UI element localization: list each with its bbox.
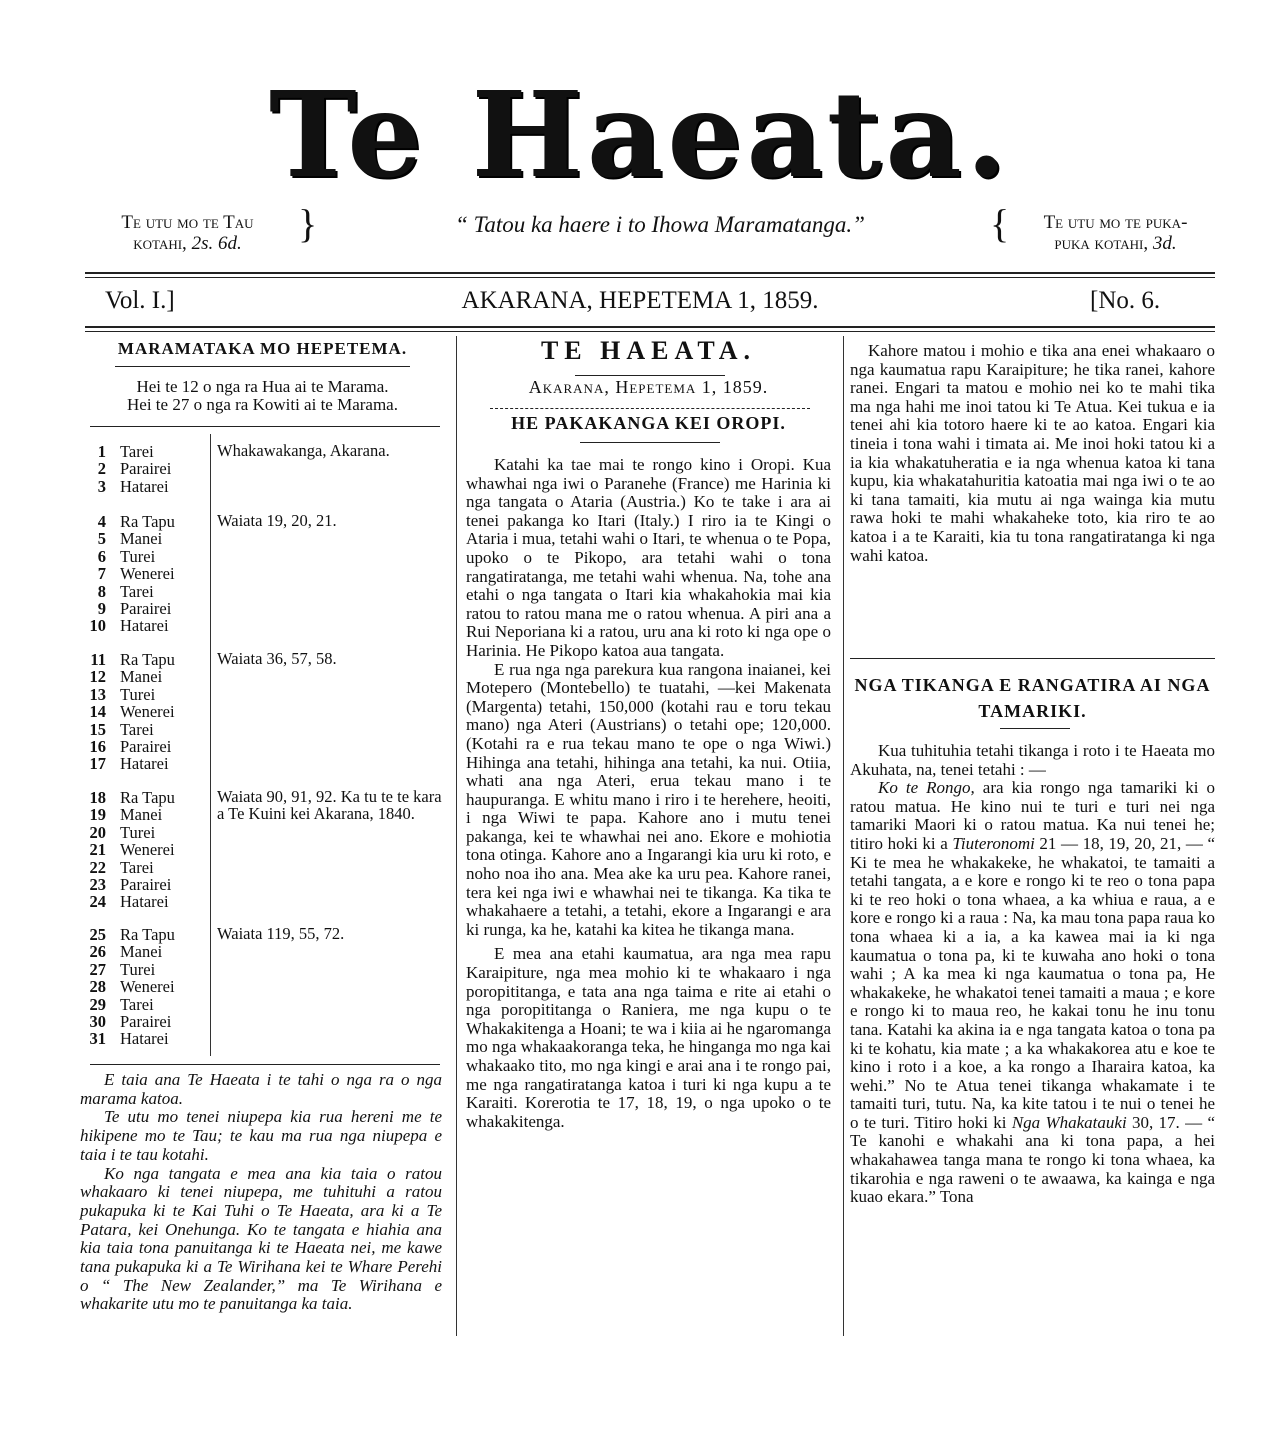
- calendar-day-name: Ra Tapu: [120, 650, 175, 669]
- article-children-title: NGA TIKANGA E RANGATIRA AI NGA TAMARIKI.: [854, 675, 1211, 721]
- volume: Vol. I.]: [105, 287, 175, 314]
- calendar-day-row: [80, 443, 154, 460]
- calendar-day-row: [80, 565, 175, 582]
- calendar-day-name: Wenerei: [120, 702, 175, 722]
- body-part-3: 30, 17. — “ Te kanohi e whakahi ana ki tona papa, a hei whakahawea tanga mana te rongo ki tona whaea, ka tikarohia e nga raweni o te awaawa, ka kainga e nga kuao ekara.” Tona: [850, 1112, 1215, 1207]
- calendar-day-number: 10: [89, 616, 106, 636]
- reference-proverbs: Nga Whakatauki: [1011, 1112, 1127, 1132]
- calendar-group-note: Waiata 119, 55, 72.: [217, 924, 345, 943]
- issue-number: [No. 6.: [1090, 287, 1161, 314]
- calendar-title-rule: [115, 366, 410, 367]
- calendar-day-row: [80, 893, 169, 910]
- masthead-title: Te Haeata.: [269, 65, 1011, 204]
- calendar-day-row: [80, 943, 162, 960]
- calendar-day-row: [80, 460, 171, 477]
- calendar-day-name: Hatarei: [120, 616, 169, 636]
- calendar-day-number: 3: [97, 476, 106, 496]
- calendar-day-name: Turei: [120, 959, 156, 979]
- article-children-body: [850, 742, 1215, 1207]
- masthead-rule: [85, 272, 1215, 278]
- calendar-table-divider: [210, 434, 211, 1056]
- reference-deuteronomy: Tiuteronomi: [952, 833, 1035, 853]
- price-yearly-amount: 2s. 6d.: [191, 233, 242, 254]
- calendar-day-row: [80, 755, 169, 772]
- dateline: Akarana, Hepetema 1, 1859.: [528, 377, 769, 397]
- calendar-day-row: [80, 824, 155, 841]
- paper-title-rule: [575, 375, 725, 376]
- headline-rule: [85, 326, 1215, 332]
- article-europe-body: [466, 456, 831, 1131]
- calendar-day-row: [80, 859, 154, 876]
- calendar-day-row: [80, 1013, 171, 1030]
- calendar-day-name: Turei: [120, 684, 156, 704]
- calendar-day-row: [80, 530, 162, 547]
- column-rule-1: [456, 336, 457, 1336]
- calendar-day-number: 18: [89, 788, 106, 807]
- article-europe-paragraph-1: Katahi ka tae mai te rongo kino i Oropi. Kua whawhai nga iwi o Paranehe (France) me Harinia ki nga tangata o Ataria (Austria.) Ko te take i ara ai tenei pakanga ko Itari (Italy.) I riro ia te Kingi o Ataria i mua, tetahi wahi o Itari, te whenua o te Popa, upoko o te Pikopo, ara tetahi wahi o tona rangatiratanga, me tetahi wahi whenua. Na, tohe ana etahi o nga tangata o Itari kia whakahokia mai kia ratou to ratou mana me o ratou whenua. A piri ana a Rui Neporiana ki a ratou, uru ana ki roto ki nga ope o Harinia. He Pikopo katoa aua tangata.: [466, 455, 831, 660]
- calendar-day-number: 23: [89, 875, 106, 894]
- calendar-day-number: 12: [89, 667, 106, 687]
- article-children: [850, 672, 1215, 724]
- article-europe: [466, 414, 831, 433]
- note-schedule: E taia ana Te Haeata i te tahi o nga ra o nga marama katoa.: [80, 1070, 442, 1108]
- calendar-day-number: 30: [89, 1012, 106, 1031]
- calendar-day-name: Wenerei: [120, 564, 175, 584]
- article-europe-title-rule: [580, 442, 720, 443]
- calendar-day-row: [80, 513, 175, 530]
- calendar-day-number: 16: [89, 737, 106, 756]
- calendar-day-row: [80, 651, 175, 668]
- calendar-day-name: Tarei: [120, 857, 154, 877]
- calendar-day-name: Manei: [120, 805, 163, 825]
- calendar-day-name: Tarei: [120, 442, 154, 461]
- calendar-day-name: Parairei: [120, 459, 172, 479]
- calendar-day-name: Hatarei: [120, 892, 169, 912]
- calendar-day-name: Manei: [120, 667, 163, 687]
- right-column: [850, 342, 1215, 565]
- middle-dateline-block: [466, 378, 831, 397]
- calendar-day-name: Ra Tapu: [120, 512, 175, 531]
- calendar-day-number: 19: [89, 805, 106, 825]
- brace-right: {: [990, 201, 1010, 246]
- calendar-day-number: 31: [89, 1029, 106, 1049]
- calendar-day-number: 5: [97, 529, 106, 549]
- article-europe-paragraph-2: E rua nga nga parekura kua rangona inaianei, kei Motepero (Montebello) te tuatahi, —kei Makenata (Margenta) tetahi, 150,000 (kotahi rau e toru tekau mano) nga Ateri (Austrians) o tetahi ope; 120,000. (Kotahi ra e rua tekau mano te ope o nga Wiwi.) Hihinga ana tetahi, hihinga ana tetahi, ka nui. Otiia, whati ana nga Ateri, erua tekau mano i te haupuranga. E whitu mano i riro i te herehere, heoiti, i nga Wiwi te papa. Kahore ano i mutu tenei pakanga, kei te whawhai nei ano. Ekore e mohiotia tona otinga. Kahore ano a Ingarangi kia uru ki roto, e noho noa iho ana. Mea ake ka uru pea. Kahore ranei, tera kei nga iwi e whawhai nei te tikanga. Ka tika te whakahaere a tetahi, a tetahi, ekore a Ingarangi e ara ki runga, ka he, katahi ka kitea he tikanga mana.: [466, 659, 831, 939]
- calendar-day-number: 7: [97, 564, 106, 584]
- note-price: Te utu mo tenei niupepa kia rua hereni me te hikipene mo te Tau; te kau ma rua nga niupepa e taia i te tau kotahi.: [80, 1107, 442, 1164]
- calendar-group-note: Whakawakanga, Akarana.: [217, 441, 390, 460]
- calendar-day-number: 14: [89, 702, 106, 722]
- right-section-rule: [850, 658, 1215, 659]
- price-single: [1008, 212, 1223, 254]
- calendar-day-row: [80, 738, 171, 755]
- calendar-day-name: Tarei: [120, 719, 154, 739]
- calendar-day-name: Turei: [120, 546, 156, 566]
- brace-left: }: [298, 201, 318, 246]
- price-single-line2: puka kotahi,: [1054, 233, 1149, 254]
- calendar-day-name: Parairei: [120, 875, 172, 894]
- body-part-1: ara kia rongo nga tamariki ki o ratou matua. He kino nui te turi e turi nei nga tamariki Maori ki o ratou matua. Ka nui tenei he; titiro hoki ki a: [850, 778, 1215, 853]
- place-date: AKARANA, HEPETEMA 1, 1859.: [461, 287, 819, 314]
- lead-italic: Ko te Rongo,: [878, 778, 975, 798]
- continuation-paragraph: Kahore matou i mohio e tika ana enei whakaaro o nga kaumatua rapu Karaipiture; he tika ranei, kahore ranei. Engari ta matou e mohio nei ko te mahi tika ma nga hahi me inoi tatou ki Te Atua. Kei tukua e ia tenei ahi kia totoro haere ki te ao katoa. Engari kia tineia i tona wahi i timata ai. Me inoi hoki tatou ki a ia kia whakatuheratia e ia nga whenua katoa ki tana kupu, kia whakatahuritia katoatia mai nga iwi o te ao ki tana tamaiti, kia mutu ai nga wainga kia mutu rawa hoki te mahi whakaheke toto, kia riro te ao katoa i a te Karaiti, kia tu tona rangatiratanga ki nga wahi katoa.: [850, 341, 1215, 565]
- calendar-day-name: Wenerei: [120, 977, 175, 997]
- calendar-group-note: Waiata 19, 20, 21.: [217, 511, 337, 530]
- price-yearly: [80, 212, 295, 254]
- calendar-day-row: [80, 668, 162, 685]
- price-yearly-line1: Te utu mo te Tau: [121, 212, 254, 233]
- calendar-day-number: 29: [89, 994, 106, 1014]
- calendar-day-number: 9: [97, 599, 106, 618]
- note-contact: Ko nga tangata e mea ana kia taia o ratou whakaaro ki tenei niupepa, me tuhituhi a ratou pukapuka ki te Kai Tuhi o Te Haeata, ara ki a Te Patara, kei Onehunga. Ko te tangata e hiahia ana kia taia tona panuitanga ki te Haeata nei, me kawe tana pukapuka ki a Te Wirihana kei te Whare Perehi o “ The New Zealander,” ma Te Wirihana e whakarite utu mo te panuitanga ka taia.: [80, 1163, 442, 1314]
- calendar-day-name: Ra Tapu: [120, 925, 175, 944]
- calendar-day-row: [80, 978, 175, 995]
- calendar-day-number: 6: [97, 546, 106, 566]
- calendar-day-number: 28: [89, 977, 106, 997]
- article-children-title-rule: [1000, 728, 1070, 729]
- article-europe-paragraph-3: E mea ana etahi kaumatua, ara nga mea rapu Karaipiture, nga mea mohio ki te whakaaro i nga poropititanga, e tata ana nga taima e rite ai etahi o nga poropititanga o Raniera, me nga kupu o te Whakakitenga a Hoani; te wa i kiia ai he ngaromanga mo nga whakaakoranga teka, he hinganga mo nga kai whakaako tito, mo nga kingi e arai ana i te rongo pai, me nga rangatiratanga katoa i turi ki nga kupu a te Karaiti. Korerotia te 17, 18, 19, o nga upoko o te whakakitenga.: [466, 944, 831, 1131]
- calendar-day-row: [80, 583, 154, 600]
- calendar-day-row: [80, 789, 175, 806]
- calendar-day-number: 2: [97, 459, 106, 479]
- calendar-day-row: [80, 1030, 169, 1047]
- calendar-day-name: Hatarei: [120, 476, 169, 496]
- calendar-day-number: 15: [89, 719, 106, 739]
- calendar-day-row: [80, 926, 175, 943]
- calendar-day-name: Turei: [120, 822, 156, 842]
- calendar-day-name: Ra Tapu: [120, 788, 175, 807]
- calendar-day-name: Parairei: [120, 599, 172, 618]
- calendar-day-number: 25: [89, 925, 106, 944]
- calendar-day-row: [80, 876, 171, 893]
- article-children-intro: Kua tuhituhia tetahi tikanga i roto i te Haeata mo Akuhata, na, tenei tetahi : —: [850, 741, 1215, 779]
- calendar-day-number: 4: [97, 512, 106, 531]
- calendar-day-number: 27: [89, 959, 106, 979]
- motto: “ Tatou ka haere i to Ihowa Maramatanga.”: [455, 212, 865, 237]
- calendar-table-rule: [90, 426, 440, 427]
- calendar-day-row: [80, 703, 175, 720]
- calendar-day-number: 11: [90, 650, 106, 669]
- dateline-rule: [490, 408, 810, 409]
- calendar-day-number: 26: [89, 942, 106, 962]
- calendar-day-row: [80, 478, 169, 495]
- price-single-line1: Te utu mo te puka-: [1043, 212, 1188, 233]
- calendar-day-number: 20: [89, 822, 106, 842]
- calendar-day-name: Hatarei: [120, 1029, 169, 1049]
- calendar-day-row: [80, 721, 154, 738]
- calendar-day-number: 22: [89, 857, 106, 877]
- calendar-day-row: [80, 841, 175, 858]
- calendar-day-name: Manei: [120, 529, 163, 549]
- calendar-title: MARAMATAKA MO HEPETEMA.: [117, 339, 408, 358]
- calendar-day-number: 13: [89, 684, 106, 704]
- calendar-day-row: [80, 548, 155, 565]
- calendar-day-row: [80, 600, 171, 617]
- calendar-group-note: Waiata 36, 57, 58.: [217, 649, 337, 668]
- calendar-day-row: [80, 961, 155, 978]
- calendar-day-row: [80, 996, 154, 1013]
- calendar-day-name: Parairei: [120, 737, 172, 756]
- column-rule-2: [843, 336, 844, 1336]
- calendar-day-row: [80, 617, 169, 634]
- calendar-day-number: 8: [97, 581, 106, 601]
- price-single-amount: 3d.: [1152, 233, 1177, 254]
- paper-title: TE HAEATA.: [540, 336, 757, 365]
- article-europe-title: HE PAKAKANGA KEI OROPI.: [511, 413, 786, 433]
- publication-notes: [80, 1071, 442, 1314]
- calendar-day-number: 1: [97, 442, 106, 461]
- calendar-group-note: Waiata 90, 91, 92. Ka tu te te kara a Te Kuini kei Akarana, 1840.: [217, 787, 442, 824]
- calendar-day-name: Hatarei: [120, 754, 169, 774]
- calendar-bottom-rule: [90, 1064, 440, 1065]
- calendar-day-name: Manei: [120, 942, 163, 962]
- calendar-day-number: 24: [89, 892, 106, 912]
- moon-line-quarter: Hei te 27 o nga ra Kowiti ai te Marama.: [127, 395, 398, 414]
- body-part-2: 21 — 18, 19, 20, 21, — “ Ki te mea he whakakeke, he whakatoi, te tamaiti a tetahi tangata, a e kore e rongo ki te reo o tona papa ki te reo hoki o tona whaea, a ka whiua e raua, a e kore e rongo ki a raua : Na, ka mau tona papa raua ko tona whaea ki a ia, a ka kawea mai ia ki nga kaumatua o tona pa, ki te kuwaha ano hoki o tona wahi ; A ka mea ki nga kaumatua o tona pa, He whakakeke, he whakatoi tenei tamaiti a maua ; e kore e rongo ki to maua reo, he kakai tonu he inu tonu tana. Katahi ka akina ia e nga tangata katoa o tona pa ki te kohatu, kia mate ; a ka whakakorea atu e koe te kino i roto i a koe, a ka rongo a Iharaira katoa, ka wehi.” No te Atua tenei tikanga whakamate i te tamaiti turi, tutu. Na, ka kite tatou i te nui o tenei he o te turi. Titiro hoki ki: [850, 833, 1216, 1132]
- calendar-header: [90, 340, 435, 359]
- price-yearly-line2: kotahi,: [133, 233, 187, 254]
- calendar-day-row: [80, 686, 155, 703]
- calendar-day-number: 17: [89, 754, 106, 774]
- calendar-day-row: [80, 806, 162, 823]
- moon-line-full: Hei te 12 o nga ra Hua ai te Marama.: [136, 377, 389, 396]
- calendar-day-number: 21: [89, 840, 106, 860]
- moon-phases: [90, 378, 435, 414]
- middle-column: [466, 336, 831, 365]
- calendar-day-name: Tarei: [120, 994, 154, 1014]
- calendar-day-name: Tarei: [120, 581, 154, 601]
- calendar-day-name: Wenerei: [120, 840, 175, 860]
- calendar-day-name: Parairei: [120, 1012, 172, 1031]
